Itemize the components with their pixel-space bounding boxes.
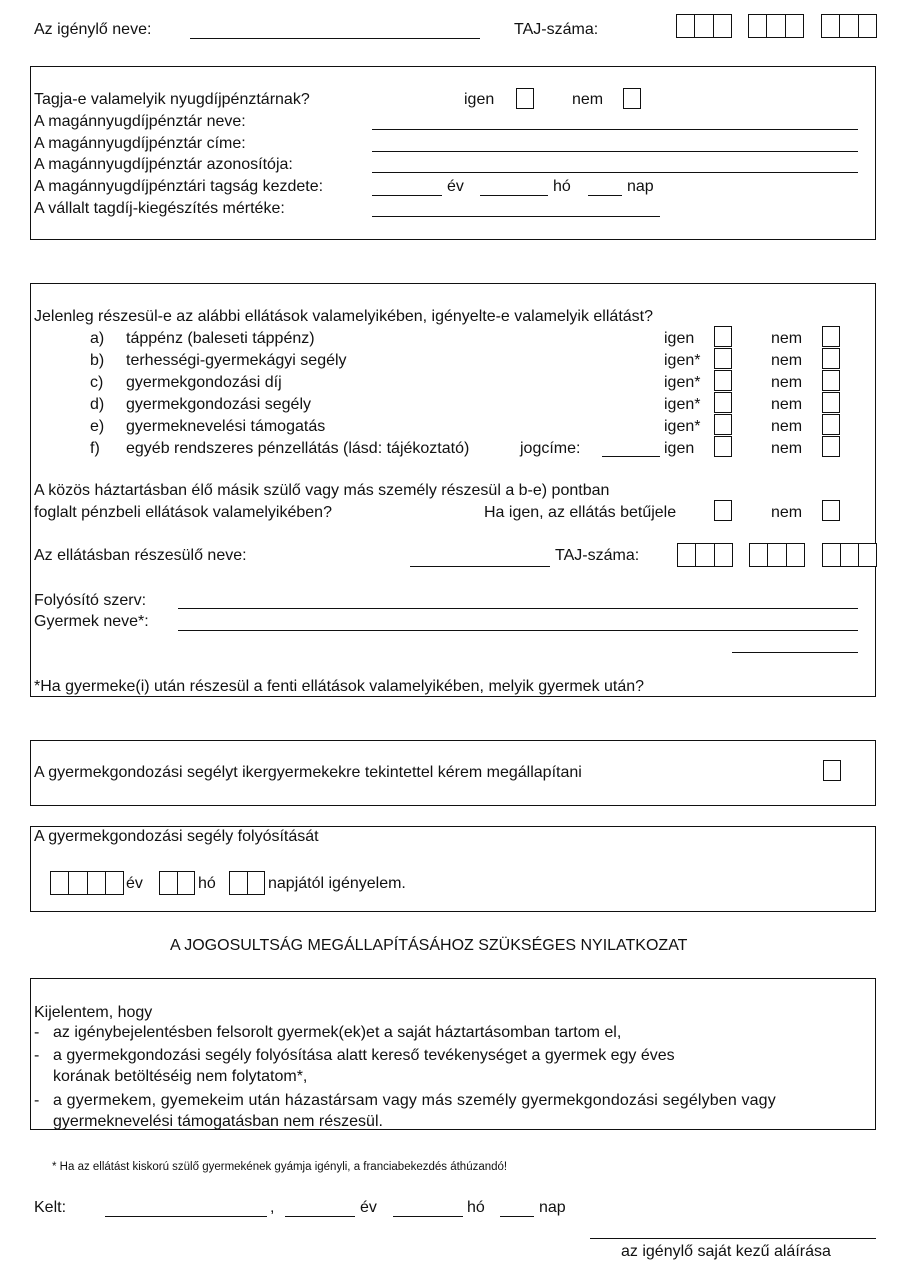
benefit-label-a: táppénz (baleseti táppénz)	[126, 330, 315, 347]
benefit-no-checkbox-e[interactable]	[822, 414, 840, 435]
declaration-bullet-2: -	[34, 1047, 40, 1064]
benefit-yes-checkbox-d[interactable]	[714, 392, 732, 413]
benefit-letter-d: d)	[90, 396, 105, 413]
payment-month-digits[interactable]	[159, 871, 195, 895]
membership-start-label: A magánnyugdíjpénztári tagság kezdete:	[34, 178, 324, 195]
taj-digits-group-3[interactable]	[821, 14, 877, 38]
benefit-yes-checkbox-c[interactable]	[714, 370, 732, 391]
benefit-yes-label-d: igen*	[664, 396, 701, 413]
fund-id-label: A magánnyugdíjpénztár azonosítója:	[34, 156, 293, 173]
benefit-title-field[interactable]	[602, 456, 660, 457]
taj-digits-group-1[interactable]	[676, 14, 732, 38]
supplement-label: A vállalt tagdíj-kiegészítés mértéke:	[34, 200, 285, 217]
declaration-item-3-line2: gyermeknevelési támogatásban nem részesül.	[53, 1113, 383, 1130]
applicant-name-label: Az igénylő neve:	[34, 21, 152, 38]
date-month-field[interactable]	[393, 1216, 463, 1217]
payment-from-day-label: napjától igényelem.	[268, 875, 406, 892]
benefit-yes-checkbox-f[interactable]	[714, 436, 732, 457]
payer-field[interactable]	[178, 608, 858, 609]
membership-month-field[interactable]	[480, 195, 548, 196]
benefit-title-label: jogcíme:	[520, 440, 581, 457]
benefit-no-label-a: nem	[771, 330, 803, 347]
child-name-field[interactable]	[178, 630, 858, 631]
benefit-yes-checkbox-e[interactable]	[714, 414, 732, 435]
signature-field[interactable]	[590, 1238, 876, 1239]
benefit-label-b: terhességi-gyermekágyi segély	[126, 352, 347, 369]
taj-digits-group-2[interactable]	[748, 14, 804, 38]
benefit-letter-b: b)	[90, 352, 105, 369]
pension-no-checkbox[interactable]	[623, 88, 641, 109]
fund-name-label: A magánnyugdíjpénztár neve:	[34, 113, 246, 130]
recipient-taj-group-3[interactable]	[822, 543, 877, 567]
benefit-label-e: gyermeknevelési támogatás	[126, 418, 326, 435]
declaration-heading: A JOGOSULTSÁG MEGÁLLAPÍTÁSÁHOZ SZÜKSÉGES NYILATKOZAT	[170, 937, 688, 954]
other-parent-no-label: nem	[771, 504, 803, 521]
if-yes-letter-label: Ha igen, az ellátás betűjele	[484, 504, 677, 521]
declaration-item-1: az igénybejelentésben felsorolt gyermek(ek)et a saját háztartásomban tartom el,	[53, 1024, 622, 1041]
benefit-label-c: gyermekgondozási díj	[126, 374, 282, 391]
benefit-no-checkbox-d[interactable]	[822, 392, 840, 413]
pension-question: Tagja-e valamelyik nyugdíjpénztárnak?	[34, 91, 310, 108]
declaration-item-2-line2: korának betöltéséig nem folytatom*,	[53, 1068, 308, 1085]
other-parent-no-checkbox[interactable]	[822, 500, 840, 521]
benefit-letter-a: a)	[90, 330, 105, 347]
child-name-label: Gyermek neve*:	[34, 613, 149, 630]
benefit-yes-checkbox-b[interactable]	[714, 348, 732, 369]
membership-day-label: nap	[627, 178, 654, 195]
declaration-item-2-line1: a gyermekgondozási segély folyósítása alatt kereső tevékenységet a gyermek egy éves	[53, 1047, 675, 1064]
payment-year-label: év	[126, 875, 143, 892]
fund-name-field[interactable]	[372, 129, 858, 130]
benefit-yes-label-c: igen*	[664, 374, 701, 391]
date-label: Kelt:	[34, 1199, 67, 1216]
benefit-no-label-b: nem	[771, 352, 803, 369]
declaration-bullet-1: -	[34, 1024, 40, 1041]
recipient-name-field[interactable]	[410, 566, 550, 567]
benefit-no-checkbox-c[interactable]	[822, 370, 840, 391]
benefit-yes-label-f: igen	[664, 440, 695, 457]
fund-address-label: A magánnyugdíjpénztár címe:	[34, 135, 246, 152]
date-place-field[interactable]	[105, 1216, 267, 1217]
pension-yes-label: igen	[464, 91, 495, 108]
signature-label: az igénylő saját kezű aláírása	[621, 1243, 831, 1260]
membership-year-field[interactable]	[372, 195, 442, 196]
recipient-taj-group-2[interactable]	[749, 543, 805, 567]
benefit-label-f: egyéb rendszeres pénzellátás (lásd: tájékoztató)	[126, 440, 470, 457]
taj-label: TAJ-száma:	[514, 21, 599, 38]
membership-day-field[interactable]	[588, 195, 622, 196]
twins-text: A gyermekgondozási segélyt ikergyermekekre tekintettel kérem megállapítani	[34, 764, 582, 781]
benefit-letter-checkbox[interactable]	[714, 500, 732, 521]
recipient-name-label: Az ellátásban részesülő neve:	[34, 547, 247, 564]
benefit-yes-label-a: igen	[664, 330, 695, 347]
date-year-label: év	[360, 1199, 377, 1216]
benefit-letter-e: e)	[90, 418, 105, 435]
fund-id-field[interactable]	[372, 172, 858, 173]
benefit-yes-checkbox-a[interactable]	[714, 326, 732, 347]
payer-label: Folyósító szerv:	[34, 592, 147, 609]
payment-year-digits[interactable]	[50, 871, 124, 895]
supplement-field[interactable]	[372, 216, 660, 217]
declaration-footnote: * Ha az ellátást kiskorú szülő gyermekének gyámja igényli, a franciabekezdés áthúzandó!	[52, 1161, 508, 1173]
date-day-label: nap	[539, 1199, 566, 1216]
payment-title: A gyermekgondozási segély folyósítását	[34, 828, 319, 845]
benefit-yes-label-b: igen*	[664, 352, 701, 369]
date-month-label: hó	[467, 1199, 485, 1216]
date-day-field[interactable]	[500, 1216, 534, 1217]
payment-day-digits[interactable]	[229, 871, 265, 895]
benefits-footnote: *Ha gyermeke(i) után részesül a fenti ellátások valamelyikében, melyik gyermek után?	[34, 678, 645, 695]
benefit-letter-f: f)	[90, 440, 100, 457]
benefit-yes-label-e: igen*	[664, 418, 701, 435]
fund-address-field[interactable]	[372, 151, 858, 152]
other-parent-question-line2: foglalt pénzbeli ellátások valamelyikében?	[34, 504, 332, 521]
benefit-no-checkbox-f[interactable]	[822, 436, 840, 457]
recipient-taj-group-1[interactable]	[677, 543, 733, 567]
payment-month-label: hó	[198, 875, 216, 892]
membership-year-label: év	[447, 178, 464, 195]
pension-yes-checkbox[interactable]	[516, 88, 534, 109]
pension-no-label: nem	[572, 91, 604, 108]
benefit-label-d: gyermekgondozási segély	[126, 396, 311, 413]
declaration-item-3-line1: a gyermekem, gyemekeim után házastársam vagy más személy gyermekgondozási segélyben vagy	[53, 1092, 776, 1109]
benefit-no-label-d: nem	[771, 396, 803, 413]
declaration-intro: Kijelentem, hogy	[34, 1004, 153, 1021]
benefit-no-label-e: nem	[771, 418, 803, 435]
benefit-no-label-c: nem	[771, 374, 803, 391]
benefit-letter-c: c)	[90, 374, 104, 391]
other-parent-question-line1: A közös háztartásban élő másik szülő vagy más személy részesül a b-e) pontban	[34, 482, 610, 499]
twins-checkbox[interactable]	[823, 760, 841, 781]
membership-month-label: hó	[553, 178, 571, 195]
benefit-no-checkbox-a[interactable]	[822, 326, 840, 347]
benefit-no-checkbox-b[interactable]	[822, 348, 840, 369]
benefit-no-label-f: nem	[771, 440, 803, 457]
child-name-field-2[interactable]	[732, 652, 858, 653]
date-comma: ,	[270, 1199, 275, 1216]
date-year-field[interactable]	[285, 1216, 355, 1217]
benefits-question: Jelenleg részesül-e az alábbi ellátások valamelyikében, igényelte-e valamelyik ellátást?	[34, 308, 653, 325]
applicant-name-field[interactable]	[190, 38, 480, 39]
recipient-taj-label: TAJ-száma:	[555, 547, 640, 564]
declaration-bullet-3: -	[34, 1092, 40, 1109]
